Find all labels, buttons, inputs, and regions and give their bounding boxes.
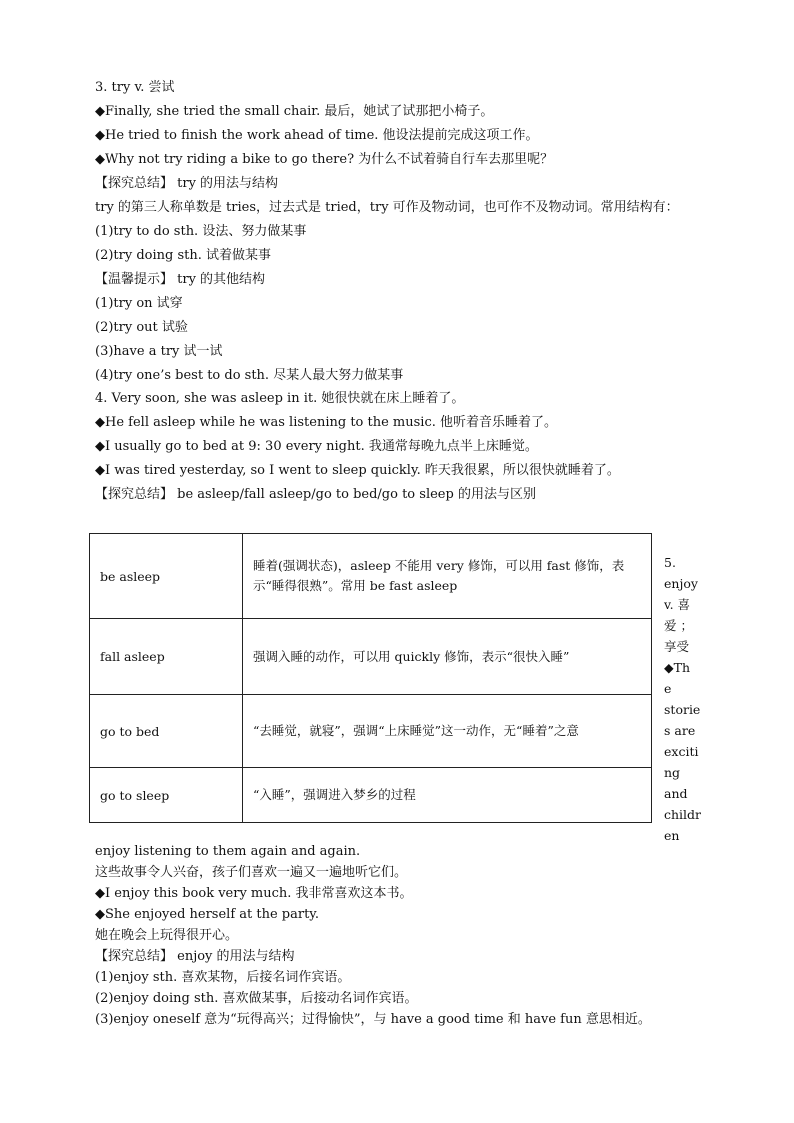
table-term: fall asleep [90, 619, 243, 695]
example-line: ◆He fell asleep while he was listening to the music. 他听着音乐睡着了。 [95, 415, 557, 430]
table-term: go to bed [90, 695, 243, 768]
example-line: ◆I enjoy this book very much. 我非常喜欢这本书。 [95, 886, 413, 901]
side-fragment: enjoy [664, 576, 698, 591]
heading-asleep: 4. Very soon, she was asleep in it. 她很快就在床上睡着了。 [95, 391, 465, 406]
table-desc: 强调入睡的动作，可以用 quickly 修饰，表示“很快入睡” [243, 619, 652, 695]
side-fragment: ◆Th [664, 660, 691, 675]
table-term: be asleep [90, 534, 243, 619]
tip-heading: 【温馨提示】 try 的其他结构 [95, 272, 266, 287]
side-fragment: 享受 [664, 639, 690, 654]
side-fragment: 爱 ； [664, 618, 693, 633]
summary-heading: 【探究总结】 be asleep/fall asleep/go to bed/go to sleep 的用法与区别 [95, 487, 536, 502]
wrapped-side-text [664, 552, 702, 846]
side-fragment: s are [664, 723, 696, 738]
usage-comparison-table [89, 533, 652, 823]
translation-line: 她在晚会上玩得很开心。 [95, 928, 239, 943]
example-line: ◆Finally, she tried the small chair. 最后，她试了试那把小椅子。 [95, 104, 494, 119]
example-line: enjoy listening to them again and again. [95, 844, 361, 859]
side-fragment: v. 喜 [664, 597, 691, 612]
example-line: ◆I was tired yesterday, so I went to sleep quickly. 昨天我很累，所以很快就睡着了。 [95, 463, 620, 478]
side-fragment: 5. [664, 555, 676, 570]
structure-line: (2)try out 试验 [95, 320, 188, 335]
explanation-line: try 的第三人称单数是 tries，过去式是 tried，try 可作及物动词，也可作不及物动词。常用结构有： [95, 200, 679, 215]
side-fragment: e [664, 681, 672, 696]
structure-line: (3)have a try 试一试 [95, 344, 223, 359]
structure-line: (1)try on 试穿 [95, 296, 183, 311]
heading-try: 3. try v. 尝试 [95, 80, 175, 95]
structure-line: (2)try doing sth. 试着做某事 [95, 248, 271, 263]
summary-heading: 【探究总结】 try 的用法与结构 [95, 176, 279, 191]
example-line: ◆I usually go to bed at 9: 30 every night. 我通常每晚九点半上床睡觉。 [95, 439, 538, 454]
side-fragment: storie [664, 702, 701, 717]
table-term: go to sleep [90, 768, 243, 823]
table-desc: 睡着(强调状态)，asleep 不能用 very 修饰，可以用 fast 修饰，表示“睡得很熟”。常用 be fast asleep [243, 534, 652, 619]
side-fragment: and [664, 786, 688, 801]
side-fragment: en [664, 828, 680, 843]
table-row [90, 695, 652, 768]
table-desc: “入睡”，强调进入梦乡的过程 [243, 768, 652, 823]
summary-heading: 【探究总结】 enjoy 的用法与结构 [95, 949, 295, 964]
table-row [90, 534, 652, 619]
translation-line: 这些故事令人兴奋，孩子们喜欢一遍又一遍地听它们。 [95, 865, 408, 880]
side-fragment: childr [664, 807, 702, 822]
side-fragment: exciti [664, 744, 699, 759]
side-fragment: ng [664, 765, 681, 780]
example-line: ◆Why not try riding a bike to go there? 为什么不试着骑自行车去那里呢？ [95, 152, 554, 167]
structure-line: (1)try to do sth. 设法、努力做某事 [95, 224, 307, 239]
structure-line: (1)enjoy sth. 喜欢某物，后接名词作宾语。 [95, 970, 351, 985]
table-desc: “去睡觉，就寝”，强调“上床睡觉”这一动作，无“睡着”之意 [243, 695, 652, 768]
structure-line: (3)enjoy oneself 意为“玩得高兴；过得愉快”，与 have a good time 和 have fun 意思相近。 [95, 1012, 651, 1027]
table-row [90, 768, 652, 823]
table-row [90, 619, 652, 695]
example-line: ◆She enjoyed herself at the party. [95, 907, 320, 922]
structure-line: (2)enjoy doing sth. 喜欢做某事，后接动名词作宾语。 [95, 991, 418, 1006]
example-line: ◆He tried to finish the work ahead of time. 他设法提前完成这项工作。 [95, 128, 539, 143]
structure-line: (4)try one’s best to do sth. 尽某人最大努力做某事 [95, 368, 404, 383]
